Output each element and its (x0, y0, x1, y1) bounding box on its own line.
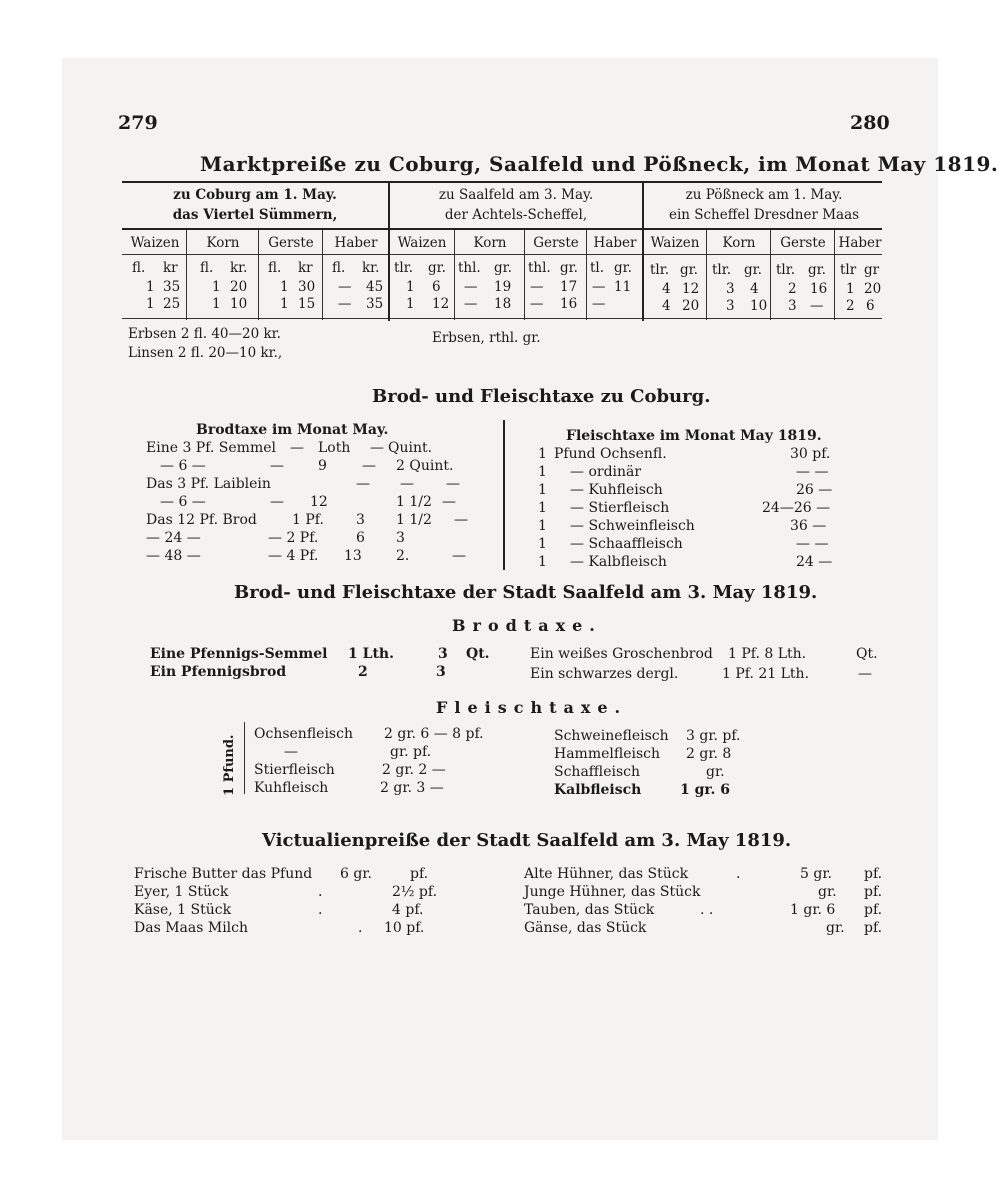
unit: tlr. (650, 262, 670, 278)
unit: tlr (840, 262, 857, 278)
victual-item: Das Maas Milch (134, 920, 249, 936)
poessneck-head-1: zu Pößneck am 1. May. (685, 187, 843, 203)
brod-cell: 1 Pf. 8 Lth. (728, 646, 807, 662)
unit: tlr. (712, 262, 732, 278)
unit: gr. (560, 260, 578, 276)
unit: gr (864, 262, 880, 278)
cell: 2 (846, 298, 855, 314)
fleisch-item: Stierfleisch (254, 762, 335, 778)
victual-unit: pf. (864, 884, 883, 900)
brodtaxe-title: Brodtaxe im Monat May. (196, 422, 389, 438)
side-label-pfund: 1 Pfund. (222, 734, 237, 796)
unit: fl. (200, 260, 214, 276)
brod-cell: — (858, 666, 872, 682)
cell: 15 (298, 296, 316, 312)
fleisch-price: 24 — (796, 554, 833, 570)
fleisch-qty: 1 (538, 536, 547, 552)
brod-cell: 9 (318, 458, 327, 474)
erbsen-saalfeld: Erbsen, rthl. gr. (432, 330, 541, 346)
brod-cell: — (454, 512, 468, 528)
brod-cell: 2 (358, 664, 368, 680)
coburg-head-1: zu Coburg am 1. May. (173, 187, 337, 203)
victual-item: Frische Butter das Pfund (134, 866, 313, 882)
brod-cell: 2 Quint. (396, 458, 454, 474)
fleisch-item: — (284, 744, 298, 760)
fleisch-price: — — (796, 464, 829, 480)
cell: 3 (726, 281, 735, 297)
victual-unit: pf. (864, 902, 883, 918)
unit: kr (298, 260, 313, 276)
cell: 20 (230, 279, 248, 295)
grain-label: Haber (593, 235, 637, 251)
grain-label: Gerste (268, 235, 314, 251)
cell: 11 (614, 279, 632, 295)
fleisch-item: — Kuhfleisch (570, 482, 663, 498)
brod-cell: Qt. (856, 646, 878, 662)
fleisch-item: Kuhfleisch (254, 780, 329, 796)
saalfeld-head-2: der Achtels-Scheffel, (444, 207, 588, 223)
brod-cell: Quint. (388, 440, 433, 456)
victual-item: Junge Hühner, das Stück (524, 884, 701, 900)
fleisch-qty: 1 (538, 518, 547, 534)
unit: fl. (132, 260, 146, 276)
cell: — (592, 279, 606, 295)
cell: 20 (864, 281, 882, 297)
cell: 1 (280, 279, 289, 295)
victual-price: 1 gr. 6 (790, 902, 836, 918)
fleisch-qty: 1 (538, 500, 547, 516)
unit: kr. (230, 260, 248, 276)
fleisch-item: — Schaaffleisch (570, 536, 683, 552)
page-number-right: 280 (850, 112, 890, 134)
victual-price: 10 pf. (384, 920, 425, 936)
cell: 1 (212, 279, 221, 295)
cell: 1 (846, 281, 855, 297)
brod-item: — 6 — (160, 494, 206, 510)
unit: gr. (808, 262, 826, 278)
cell: 35 (163, 279, 181, 295)
fleisch-item: — ordinär (570, 464, 642, 480)
unit: kr. (362, 260, 380, 276)
brod-cell: — (446, 476, 460, 492)
fleisch-qty: 1 (538, 554, 547, 570)
fleischtaxe-title: Fleischtaxe im Monat May 1819. (566, 428, 822, 444)
grain-label: Gerste (533, 235, 579, 251)
victual-dots: . (318, 884, 323, 900)
unit: tlr. (394, 260, 414, 276)
fleisch-price: 3 gr. pf. (686, 728, 741, 744)
victual-dots: . . (700, 902, 714, 918)
fleisch-item: — Kalbfleisch (570, 554, 667, 570)
fleisch-price: 2 gr. 3 — (380, 780, 444, 796)
brod-cell: 6 (356, 530, 365, 546)
fleisch-item: Ochsenfleisch (254, 726, 353, 742)
victualien-title: Victualienpreiße der Stadt Saalfeld am 3. May 1819. (262, 830, 792, 851)
fleisch-price: 26 — (796, 482, 833, 498)
brod-cell: Loth (318, 440, 351, 456)
brod-cell: 1 Pf. (292, 512, 324, 528)
unit: thl. (458, 260, 481, 276)
page-number-left: 279 (118, 112, 158, 134)
victual-unit: pf. (864, 866, 883, 882)
unit: gr. (744, 262, 762, 278)
cell: 1 (212, 296, 221, 312)
saalfeld-taxe-title: Brod- und Fleischtaxe der Stadt Saalfeld am 3. May 1819. (234, 582, 818, 603)
cell: 6 (866, 298, 875, 314)
cell: 1 (146, 279, 155, 295)
brod-cell: 3 (356, 512, 365, 528)
market-title: Marktpreiße zu Coburg, Saalfeld und Pößneck, im Monat May 1819. (200, 152, 999, 176)
brod-item: Eine Pfennigs-Semmel (150, 646, 328, 662)
victual-item: Alte Hühner, das Stück (524, 866, 689, 882)
brod-item: Das 12 Pf. Brod (146, 512, 257, 528)
brod-cell: 3 (438, 646, 448, 662)
cell: 4 (662, 281, 671, 297)
cell: 17 (560, 279, 578, 295)
cell: — (338, 279, 352, 295)
brod-cell: — (362, 458, 376, 474)
cell: 1 (406, 296, 415, 312)
cell: 16 (560, 296, 578, 312)
fleisch-price: gr. (706, 764, 725, 780)
fleisch-item: — Stierfleisch (570, 500, 670, 516)
brod-cell: — (442, 494, 456, 510)
grain-label: Gerste (780, 235, 826, 251)
fleisch-qty: 1 (538, 482, 547, 498)
fleisch-item: Kalbfleisch (554, 782, 642, 798)
cell: 16 (810, 281, 828, 297)
grain-label: Korn (473, 235, 507, 251)
unit: gr. (680, 262, 698, 278)
coburg-head-2: das Viertel Sümmern, (172, 207, 338, 223)
fleisch-price: — — (796, 536, 829, 552)
unit: gr. (494, 260, 512, 276)
cell: 1 (280, 296, 289, 312)
brod-item: — 48 — (146, 548, 201, 564)
unit: gr. (428, 260, 446, 276)
cell: — (592, 296, 606, 312)
cell: — (810, 298, 824, 314)
cell: 1 (406, 279, 415, 295)
brod-cell: 3 (436, 664, 446, 680)
victual-item: Gänse, das Stück (524, 920, 647, 936)
brod-cell: 13 (344, 548, 362, 564)
victual-price: 6 gr. (340, 866, 372, 882)
brod-cell: — (270, 494, 284, 510)
cell: — (464, 296, 478, 312)
cell: 3 (788, 298, 797, 314)
victual-dots: . (318, 902, 323, 918)
victual-item: Tauben, das Stück (524, 902, 655, 918)
brod-cell: — (270, 458, 284, 474)
victual-price: 2½ pf. (392, 884, 438, 900)
brod-cell: — (290, 440, 304, 456)
brod-cell: — 4 Pf. (268, 548, 319, 564)
fleischtaxe-heading: Fleischtaxe. (436, 698, 628, 717)
cell: 2 (788, 281, 797, 297)
brod-item: Ein weißes Groschenbrod (530, 646, 713, 662)
coburg-taxe-title: Brod- und Fleischtaxe zu Coburg. (372, 386, 711, 407)
victual-unit: pf. (410, 866, 429, 882)
fleisch-item: — Schweinfleisch (570, 518, 695, 534)
grain-label: Korn (206, 235, 240, 251)
fleisch-price: 1 gr. 6 (680, 782, 730, 798)
cell: 20 (682, 298, 700, 314)
brod-cell: 2. (396, 548, 410, 564)
brod-cell: — (400, 476, 414, 492)
brod-item: Eine 3 Pf. Semmel (146, 440, 276, 456)
fleisch-qty: 1 (538, 446, 547, 462)
brod-cell: Qt. (466, 646, 490, 662)
brod-cell: 1 1/2 (396, 512, 432, 528)
cell: 4 (750, 281, 759, 297)
cell: 19 (494, 279, 512, 295)
poessneck-head-2: ein Scheffel Dresdner Maas (668, 207, 860, 223)
cell: 12 (682, 281, 700, 297)
victual-price: 4 pf. (392, 902, 424, 918)
unit: fl. (268, 260, 282, 276)
grain-label: Waizen (397, 235, 447, 251)
cell: 1 (146, 296, 155, 312)
fleisch-price: 36 — (790, 518, 827, 534)
victual-item: Käse, 1 Stück (134, 902, 232, 918)
cell: 3 (726, 298, 735, 314)
cell: — (464, 279, 478, 295)
cell: 45 (366, 279, 384, 295)
fleisch-qty: 1 (538, 464, 547, 480)
cell: 30 (298, 279, 316, 295)
cell: — (530, 279, 544, 295)
brace-line (244, 722, 245, 794)
fleisch-price: 30 pf. (790, 446, 831, 462)
cell: 25 (163, 296, 181, 312)
taxe-divider (503, 420, 505, 570)
saalfeld-head-1: zu Saalfeld am 3. May. (438, 187, 594, 203)
brod-item: Ein schwarzes dergl. (530, 666, 679, 682)
victual-price: 5 gr. (800, 866, 832, 882)
brod-item: — 6 — (160, 458, 206, 474)
cell: 18 (494, 296, 512, 312)
brodtaxe-heading: Brodtaxe. (452, 616, 602, 635)
fleisch-item: Schaffleisch (554, 764, 641, 780)
brod-cell: 1 Pf. 21 Lth. (722, 666, 810, 682)
grain-label: Korn (722, 235, 756, 251)
fleisch-price: 2 gr. 6 — 8 pf. (384, 726, 484, 742)
grain-label: Waizen (130, 235, 180, 251)
fleisch-price: 2 gr. 2 — (382, 762, 446, 778)
victual-price: gr. (818, 884, 837, 900)
cell: — (338, 296, 352, 312)
fleisch-item: Pfund Ochsenfl. (554, 446, 667, 462)
victual-dots: . (358, 920, 363, 936)
brod-item: — 24 — (146, 530, 201, 546)
cell: 10 (750, 298, 768, 314)
brod-cell: — (452, 548, 466, 564)
brod-cell: 3 (396, 530, 405, 546)
brod-cell: — (370, 440, 384, 456)
brod-item: Ein Pfennigsbrod (150, 664, 287, 680)
grain-label: Waizen (650, 235, 700, 251)
brod-cell: 1 Lth. (348, 646, 394, 662)
fleisch-item: Schweinefleisch (554, 728, 669, 744)
brod-cell: — 2 Pf. (268, 530, 319, 546)
victual-item: Eyer, 1 Stück (134, 884, 229, 900)
erbsen-coburg: Erbsen 2 fl. 40—20 kr. (128, 326, 281, 342)
unit: gr. (614, 260, 632, 276)
grain-label: Haber (334, 235, 378, 251)
fleisch-price: gr. pf. (390, 744, 432, 760)
brod-item: Das 3 Pf. Laiblein (146, 476, 271, 492)
victual-dots: . (736, 866, 741, 882)
victual-price: gr. (826, 920, 845, 936)
cell: 10 (230, 296, 248, 312)
victual-unit: pf. (864, 920, 883, 936)
unit: tl. (590, 260, 605, 276)
cell: — (530, 296, 544, 312)
linsen-coburg: Linsen 2 fl. 20—10 kr., (128, 345, 283, 361)
fleisch-price: 24—26 — (762, 500, 831, 516)
unit: thl. (528, 260, 551, 276)
unit: kr (163, 260, 178, 276)
fleisch-price: 2 gr. 8 (686, 746, 732, 762)
grain-label: Haber (838, 235, 882, 251)
brod-cell: — (356, 476, 370, 492)
unit: tlr. (776, 262, 796, 278)
cell: 35 (366, 296, 384, 312)
cell: 6 (432, 279, 441, 295)
unit: fl. (332, 260, 346, 276)
fleisch-item: Hammelfleisch (554, 746, 661, 762)
brod-cell: 1 1/2 (396, 494, 432, 510)
cell: 4 (662, 298, 671, 314)
brod-cell: 12 (310, 494, 328, 510)
cell: 12 (432, 296, 450, 312)
